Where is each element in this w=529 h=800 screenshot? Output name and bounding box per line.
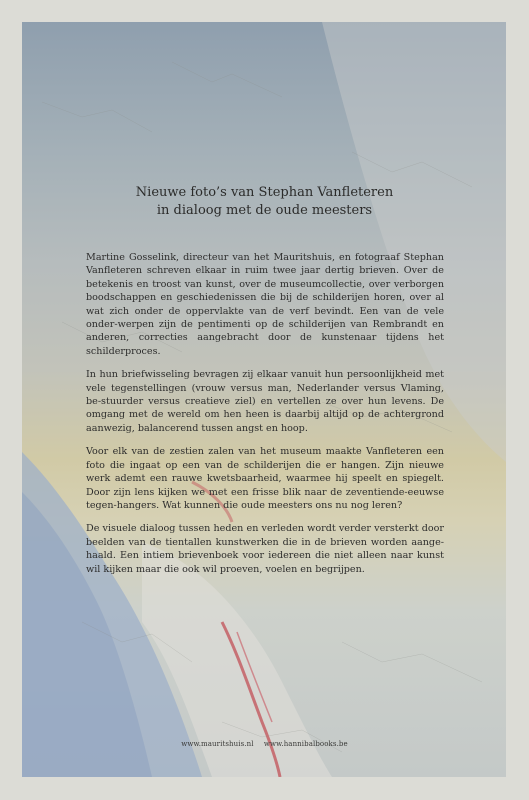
mauritshuis-url[interactable]: www.mauritshuis.nl	[181, 740, 254, 748]
paragraph: In hun briefwisseling bevragen zij elkaar vanuit hun persoonlijkheid met vele tegenstellingen (vrouw versus man, Nederlander versus Vlaming, be-stuurder versus creatieve ziel) en vertellen ze over hun levens. De omgang met de wereld om hen heen is daarbij altijd op de achtergrond aanwezig, balancerend tussen angst en hoop.	[86, 369, 444, 434]
blurb	[86, 251, 444, 586]
paragraph: De visuele dialoog tussen heden en verleden wordt verder versterkt door beelden van de tientallen kunstwerken die in de brieven worden aange-haald. Een intiem brievenboek voor iedereen die niet alleen naar kunst wil kijken maar die ook wil proeven, voelen en begrijpen.	[86, 523, 444, 575]
paragraph: Voor elk van de zestien zalen van het museum maakte Vanfleteren een foto die ingaat op een van de schilderijen die er hangen. Zijn nieuwe werk ademt een rauwe kwetsbaarheid, waarmee hij speelt en spiegelt. Door zijn lens kijken we met een frisse blik naar de zeventiende-eeuwse tegen-hangers. Wat kunnen die oude meesters ons nu nog leren?	[86, 446, 444, 511]
footer-urls	[0, 740, 529, 748]
title-line-2: in dialoog met de oude meesters	[156, 203, 373, 218]
title-block	[0, 184, 529, 220]
title-line-1: Nieuwe foto’s van Stephan Vanfleteren	[135, 185, 394, 200]
hannibalbooks-url[interactable]: www.hannibalbooks.be	[263, 740, 348, 748]
paragraph: Martine Gosselink, directeur van het Mauritshuis, en fotograaf Stephan Vanfleteren schreven elkaar in ruim twee jaar dertig brieven. Over de betekenis en troost van kunst, over de museumcollectie, over verborgen boodschappen en geschiedenissen die bij de schilderijen horen, over al wat zich onder de oppervlakte van de verf bevindt. Een van de vele onder-werpen zijn de pentimenti op de schilderijen van Rembrandt en anderen, correcties aangebracht door de kunstenaar tijdens het schilderproces.	[86, 252, 444, 357]
